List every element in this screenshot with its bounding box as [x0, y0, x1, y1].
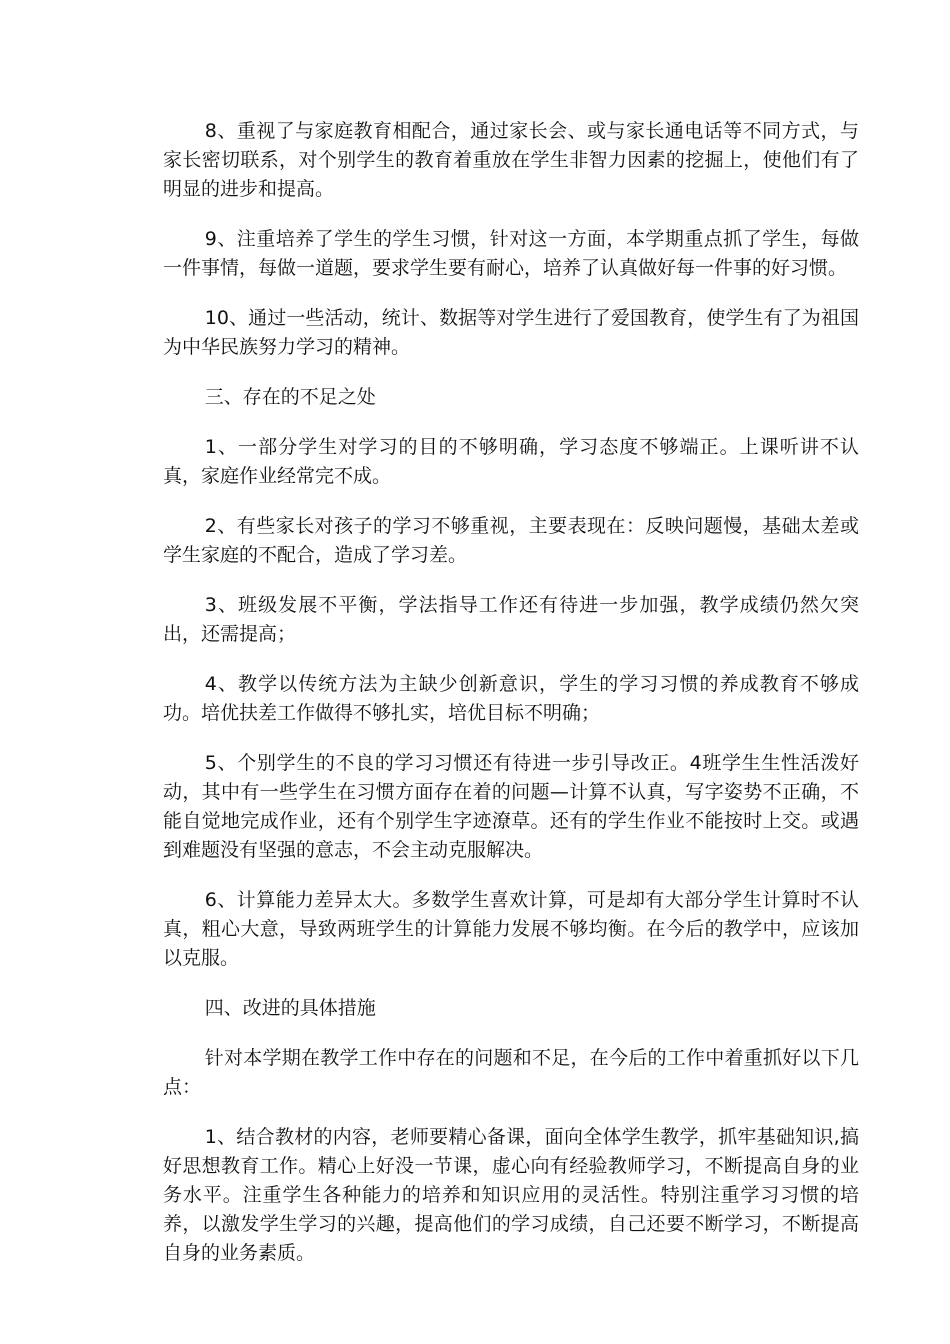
shortcoming-item-2: 2、有些家长对孩子的学习不够重视，主要表现在：反映问题慢，基础太差或学生家庭的不配合，造成了学习差。 — [163, 515, 859, 566]
paragraph-item-10: 10、通过一些活动，统计、数据等对学生进行了爱国教育，使学生有了为祖国为中华民族努力学习的精神。 — [163, 307, 859, 358]
shortcoming-item-6: 6、计算能力差异太大。多数学生喜欢计算，可是却有大部分学生计算时不认真，粗心大意，导致两班学生的计算能力发展不够均衡。在今后的教学中，应该加以克服。 — [163, 889, 859, 969]
shortcoming-item-4: 4、教学以传统方法为主缺少创新意识，学生的学习习惯的养成教育不够成功。培优扶差工作做得不够扎实，培优目标不明确； — [163, 673, 859, 724]
shortcoming-item-3: 3、班级发展不平衡，学法指导工作还有待进一步加强，教学成绩仍然欠突出，还需提高； — [163, 594, 859, 645]
paragraph-item-8: 8、重视了与家庭教育相配合，通过家长会、或与家长通电话等不同方式，与家长密切联系，对个别学生的教育着重放在学生非智力因素的挖掘上，使他们有了明显的进步和提高。 — [163, 120, 859, 200]
section-heading-shortcomings: 三、存在的不足之处 — [204, 386, 376, 408]
paragraph-item-9: 9、注重培养了学生的学生习惯，针对这一方面，本学期重点抓了学生，每做一件事情，每做一道题，要求学生要有耐心，培养了认真做好每一件事的好习惯。 — [163, 228, 859, 279]
document-body — [163, 117, 859, 1289]
improvement-item-1: 1、结合教材的内容，老师要精心备课，面向全体学生教学，抓牢基础知识,搞好思想教育工作。精心上好没一节课，虚心向有经验教师学习，不断提高自身的业务水平。注重学生各种能力的培养和知识应用的灵活性。特别注重学习习惯的培养，以激发学生学习的兴趣，提高他们的学习成绩，自己还要不断学习，不断提高自身的业务素质。 — [163, 1126, 859, 1264]
improvements-intro: 针对本学期在教学工作中存在的问题和不足，在今后的工作中着重抓好以下几点： — [163, 1047, 859, 1098]
shortcoming-item-5: 5、个别学生的不良的学习习惯还有待进一步引导改正。4班学生生性活泼好动，其中有一些学生在习惯方面存在着的问题—计算不认真，写字姿势不正确，不能自觉地完成作业，还有个别学生字迹潦草。还有的学生作业不能按时上交。或遇到难题没有坚强的意志，不会主动克服解决。 — [163, 752, 859, 861]
shortcoming-item-1: 1、一部分学生对学习的目的不够明确，学习态度不够端正。上课听讲不认真，家庭作业经常完不成。 — [163, 436, 859, 487]
section-heading-improvements: 四、改进的具体措施 — [204, 997, 376, 1019]
